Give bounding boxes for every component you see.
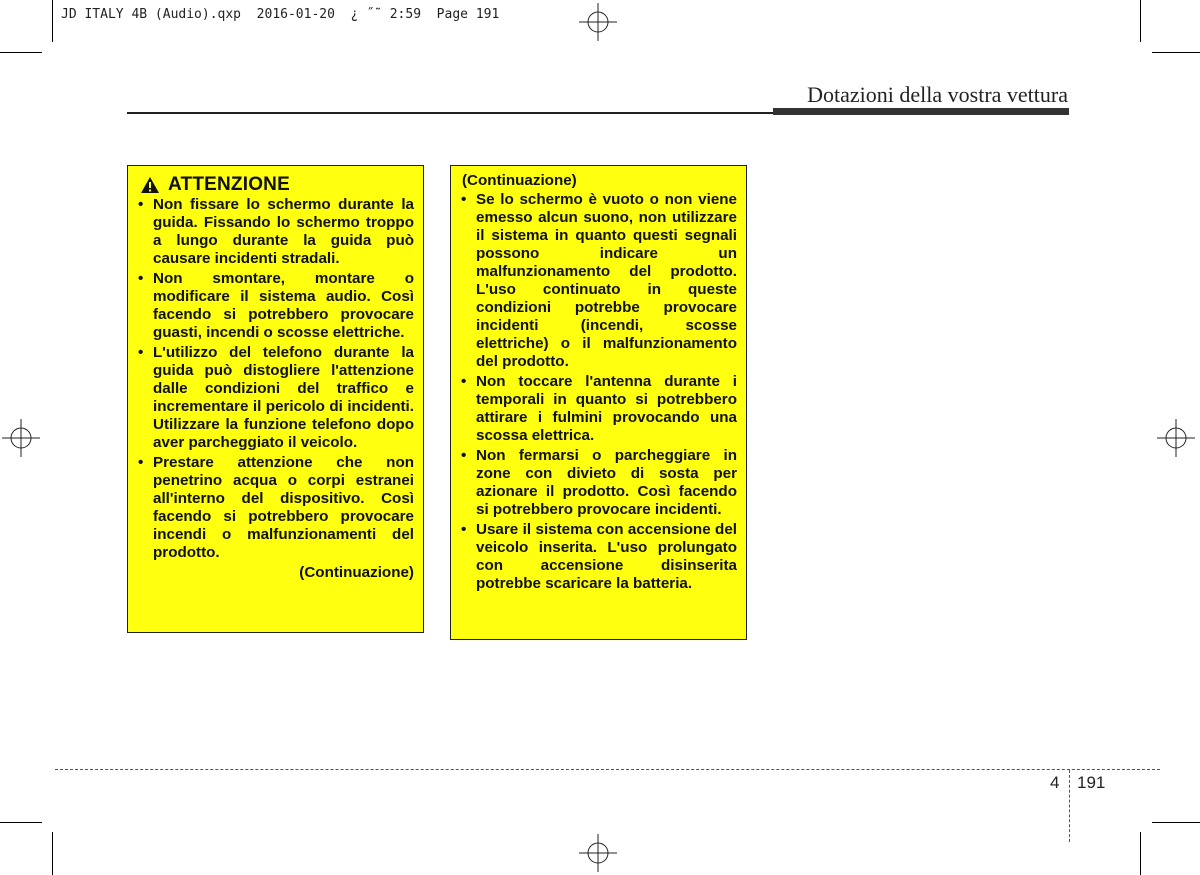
header-rule: [127, 112, 775, 114]
footer-rule: [55, 769, 1160, 770]
registration-mark-icon: [2, 419, 40, 457]
warning-title: ATTENZIONE: [168, 174, 290, 195]
warning-header: [137, 176, 414, 194]
crop-mark: [1152, 52, 1200, 53]
page-number: 191: [1077, 773, 1106, 792]
list-item: • Non toccare l'antenna durante i temporali in quanto si potrebbero attirare i fulmini provocando una scossa elettrica.: [460, 373, 737, 445]
list-item: • Non fissare lo schermo durante la guida. Fissando lo schermo troppo a lungo durante la guida può causare incidenti stradali.: [137, 196, 414, 268]
warning-box: [127, 165, 424, 633]
list-item: • Non fermarsi o parcheggiare in zone con divieto di sosta per azionare il prodotto. Così facendo si potrebbero provocare incidenti.: [460, 447, 737, 519]
crop-mark: [0, 822, 42, 823]
list-item: • L'utilizzo del telefono durante la guida può distogliere l'attenzione dalle condizioni del traffico e incrementare il pericolo di incidenti. Utilizzare la funzione telefono dopo aver parcheggiato il veicolo.: [137, 344, 414, 452]
list-item: • Non smontare, montare o modificare il sistema audio. Così facendo si potrebbero provocare guasti, incendi o scosse elettriche.: [137, 270, 414, 342]
continuation-list: [460, 191, 737, 593]
warning-list: [137, 196, 414, 562]
crop-mark: [1152, 822, 1200, 823]
registration-mark-icon: [1157, 419, 1195, 457]
header-rule-bar: [773, 108, 1069, 115]
list-item: • Se lo schermo è vuoto o non viene emesso alcun suono, non utilizzare il sistema in quanto questi segnali possono indicare un malfunzionamento del prodotto. L'uso continuato in queste condizioni potrebbe provocare incidenti (incendi, scosse elettriche) o il malfunzionamento del prodotto.: [460, 191, 737, 371]
registration-mark-icon: [579, 3, 617, 41]
footer-divider: [1069, 770, 1070, 842]
section-title: Dotazioni della vostra vettura: [807, 82, 1068, 107]
continuation-header: (Continuazione): [462, 172, 577, 189]
continuation-note: (Continuazione): [299, 564, 414, 581]
crop-mark: [1140, 832, 1141, 875]
chapter-number: 4: [1050, 773, 1060, 792]
print-slug: JD ITALY 4B (Audio).qxp 2016-01-20 ¿ ˝˜ 2:59 Page 191: [61, 7, 500, 22]
warning-triangle-icon: [140, 176, 160, 194]
crop-mark: [0, 52, 42, 53]
crop-mark: [1140, 0, 1141, 42]
continuation-box: [450, 165, 747, 640]
registration-mark-icon: [579, 834, 617, 872]
list-item: • Usare il sistema con accensione del veicolo inserita. L'uso prolungato con accensione disinserita potrebbe scaricare la batteria.: [460, 521, 737, 593]
list-item: • Prestare attenzione che non penetrino acqua o corpi estranei all'interno del dispositivo. Così facendo si potrebbero provocare incendi o malfunzionamenti del prodotto.: [137, 454, 414, 562]
crop-mark: [52, 0, 53, 42]
crop-mark: [52, 832, 53, 875]
